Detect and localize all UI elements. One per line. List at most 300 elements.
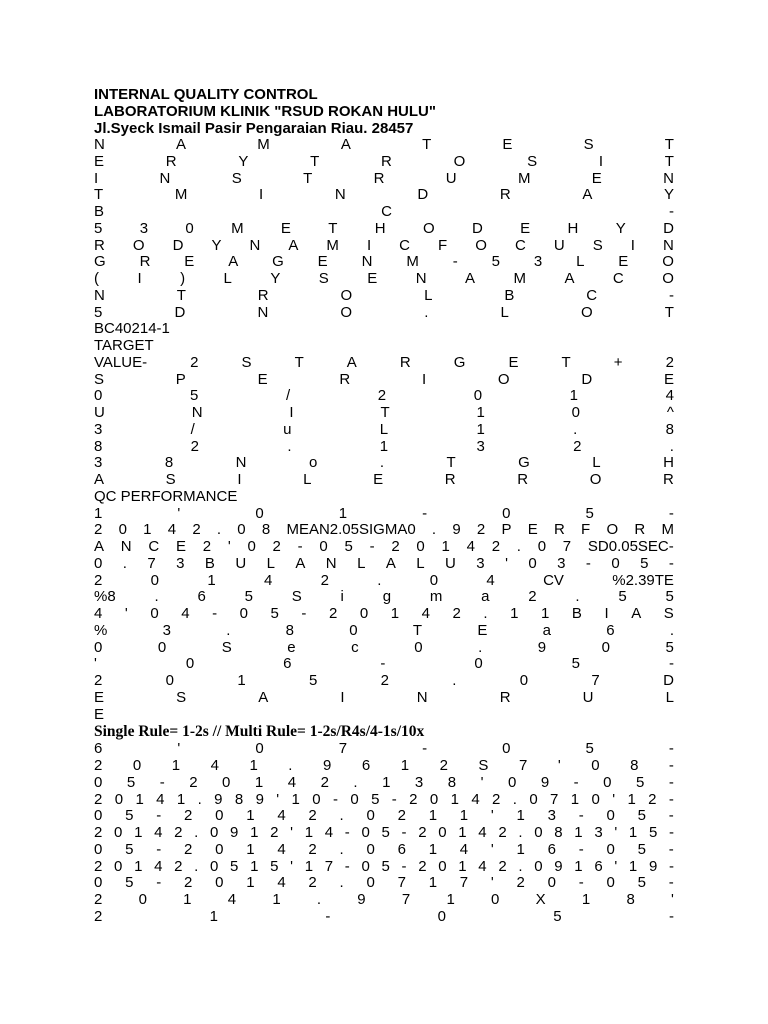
line-token: E [367,270,378,287]
line-token: S [176,688,187,706]
line-token: 0 [239,605,248,622]
line-token: - [573,773,579,791]
line-token: E [317,253,328,271]
line-token: 6 [594,857,603,875]
line-token: 1 [574,824,583,841]
line-token: . [518,857,523,875]
line-token: 2 [189,773,198,791]
line-token: E [527,521,538,539]
line-token: m [429,588,443,606]
line-token: S [291,588,302,606]
line-token: 2 [418,857,427,875]
line-token: ' [671,891,674,908]
document-title: INTERNAL QUALITY CONTROL [94,86,318,103]
line-token: 1 [272,891,281,908]
line-token: u [283,420,292,438]
line-token: - [668,757,674,774]
line-token: O [662,270,674,287]
line-token: 2 [492,790,501,808]
line-token: . [512,790,517,808]
line-token: 0 [165,672,174,689]
line-token: 1 [458,857,467,875]
line-token: L [665,688,674,706]
line-token: - [668,773,674,791]
line-token: R [499,688,511,706]
line-token: L [303,471,312,488]
block-b-line [94,792,674,809]
line-token: 9 [452,521,461,539]
line-token: R [257,286,269,304]
line-token: A [564,270,575,287]
line-token: A [346,353,357,371]
line-token: X [535,891,546,908]
line-token: 5 [270,605,279,622]
line-token: 0 [132,757,142,774]
line-token: 1 [516,840,525,858]
line-token: - [585,554,591,572]
line-token: S [231,169,242,187]
line-token: a [542,621,551,639]
line-token: N [662,236,674,254]
line-token: 2 [308,840,317,858]
line-token: 1 [476,420,485,438]
line-token: ' [290,857,294,875]
line-token: U [445,169,457,187]
line-token: 0 [114,790,124,808]
line-token: - [422,504,428,522]
line-token: 0 [606,807,615,825]
line-token: - [668,740,674,758]
line-token: I [237,471,242,488]
line-token: 2 [498,824,507,841]
line-token: U [235,554,247,572]
line-token: L [416,554,425,572]
line-token: 1 [134,857,143,875]
line-token: 0 [437,907,446,925]
line-token: A [258,688,269,706]
line-token: T [412,621,423,639]
line-token: 4 [486,571,495,589]
line-token: VALUE- [94,353,148,371]
line-token: 5 [344,538,353,555]
line-token: F [581,521,591,539]
line-token: 4 [277,807,286,825]
line-token: N [159,169,171,187]
block-a-line [94,656,674,673]
line-text: TARGET [94,337,154,354]
line-token: D [174,303,186,321]
line-token: O [453,152,466,170]
line-token: 1 [476,404,485,421]
line-token: - [422,740,428,758]
line-token: 2 [380,672,389,689]
line-token: 6 [606,621,615,639]
line-token: 2 [202,538,212,555]
line-token: 1 [428,807,438,825]
line-token: 0 [94,773,103,791]
line-token: 2 [573,437,582,455]
line-token: S [221,638,232,656]
line-token: 4 [181,605,190,622]
line-token: . [226,621,231,639]
line-token: C [612,270,624,287]
line-token: N [416,688,428,706]
line-token: N [415,270,427,287]
line-token: L [500,303,509,321]
line-token: - [344,824,350,841]
line-token: - [668,907,674,925]
line-token: S [478,757,489,774]
line-token: A [176,136,187,153]
line-token: . [377,571,382,589]
line-token: D [471,219,483,237]
line-token: 0 [591,790,600,808]
line-token: I [421,370,427,388]
line-token: 0 [350,790,359,808]
line-token: T [664,152,674,170]
line-token: 5 [648,824,658,841]
line-token: 3 [594,824,603,841]
line-token: 0 [185,655,195,673]
line-token: 3 [476,437,485,455]
line-token: 9 [322,757,332,774]
line-token: - [668,504,674,522]
line-token: 1 [176,790,186,808]
line-token: 6 [361,757,371,774]
line-token: 2 [190,353,199,371]
line-token: 1 [628,857,638,875]
line-token: E [373,471,384,488]
line-token: - [668,203,674,220]
line-token: o [308,454,318,472]
line-token: g [382,588,392,606]
line-token: 1 [304,857,314,875]
block-a-line [94,606,674,623]
line-token: 2 [452,605,461,622]
line-token: 2 [272,538,281,555]
block-a-line [94,556,674,573]
line-token: - [159,773,165,791]
block-b-line [94,758,674,775]
line-token: 2 [409,790,418,808]
line-token: 9 [357,891,366,908]
line-token: 4 [466,538,475,555]
line-token: - [668,554,674,572]
block-b-line [94,892,674,909]
line-token: A [582,186,593,204]
line-token: 2 [94,824,103,841]
block-b-line [94,808,674,825]
line-token: 2 [183,807,193,825]
line-token: 0 [606,840,615,858]
line-token: 1 [390,605,400,622]
line-token: ^ [666,404,674,421]
line-token: 4 [154,824,163,841]
line-token: M [231,219,244,237]
line-token: 8 [554,824,563,841]
line-token: 1 [541,605,550,622]
line-token: 5 [491,253,500,271]
line-token: 5 [637,840,646,858]
line-token: 0 [537,538,547,555]
line-token: O [475,236,487,254]
line-token: 0 [502,740,511,758]
line-token: 1 [627,790,636,808]
line-token: S [94,370,105,388]
line-token: c [351,638,359,656]
block-a-line [94,455,674,472]
line-token: 1 [250,857,259,875]
line-token: N [94,136,105,153]
line-token: 0 [474,655,483,673]
line-token: . [573,420,578,438]
line-token: 2 [183,840,193,858]
line-token: . [478,638,483,656]
line-token: 4 [478,857,487,875]
line-token: 1 [569,387,579,405]
line-token: - [301,605,307,622]
line-token: . [575,588,580,606]
line-token: 4 [665,387,674,405]
line-token: H [567,219,579,237]
line-token: O [662,253,674,271]
line-token: 1 [250,824,259,841]
line-token: A [94,538,105,555]
line-token: . [431,521,437,539]
line-token: 0 [606,874,615,892]
line-token: N [325,554,337,572]
line-token: 0 [138,891,147,908]
line-token: 1 [183,891,192,908]
line-token: - [325,907,331,925]
line-token: E [502,136,513,153]
line-token: N [334,186,346,204]
line-token: 0 [215,807,224,825]
line-token: e [287,638,296,656]
line-token: N [361,253,373,271]
line-token: H [663,454,674,472]
line-token: 4 [156,790,165,808]
line-token: 2 [377,387,387,405]
line-token: A [288,236,299,254]
line-token: O [132,236,145,254]
line-token: 5 [189,387,199,405]
line-token: 6 [197,588,206,606]
line-token: 8 [626,891,635,908]
line-token: 1 [458,824,467,841]
line-token: C [148,538,160,555]
line-token: 2 [665,353,674,371]
line-token: U [553,236,565,254]
line-token: 1 [249,757,258,774]
line-token: S [527,152,538,170]
line-token: 8 [665,420,674,438]
line-token: 4 [471,790,480,808]
line-token: 8 [285,621,294,639]
line-token: 2 [308,874,317,892]
line-token: T [294,353,304,371]
line-token: i [340,588,344,606]
line-token: 4 [167,521,177,539]
line-token: ( [94,270,99,287]
line-token: 0 [215,840,224,858]
line-token: R [634,521,646,539]
line-token: Y [615,219,626,237]
line-token: 2 [528,588,537,606]
line-token: N [257,303,269,321]
line-token: 1 [428,874,438,892]
line-token: I [604,605,609,622]
line-token: R [399,353,411,371]
line-token: - [668,874,674,892]
line-token: - [668,840,674,858]
line-token: 5 [381,857,390,875]
line-text: QC PERFORMANCE [94,487,238,505]
line-token: 3 [557,554,566,572]
line-token: 0 [150,571,159,589]
line-token: 4 [324,824,334,841]
line-text: E [94,705,105,723]
line-token: 0 [94,840,103,858]
line-token: 0 [359,605,369,622]
line-token: 2 [192,521,201,539]
line-token: MEAN2.05SIGMA0 [286,521,416,539]
line-token: P [175,370,186,388]
line-token: E [280,219,291,237]
line-token: 7 [518,757,528,774]
line-token: 1 [254,773,264,791]
line-token: 0 [591,757,600,774]
line-token: E [663,370,674,388]
line-token: A [465,270,476,287]
line-token: E [591,169,602,187]
line-token: Y [663,186,674,204]
line-token: 0 [547,874,556,892]
line-token: 0 [150,605,159,622]
line-token: 2 [498,857,507,875]
line-token: 0 [429,790,439,808]
line-token: T [561,353,571,371]
line-token: L [379,420,389,438]
block-a-line [94,288,674,305]
line-token: 6 [397,840,406,858]
line-token: 5 [571,655,581,673]
block-a-line [94,372,674,389]
block-a-line [94,154,674,171]
line-token: ' [490,807,494,825]
block-a-line [94,472,674,489]
line-token: 1 [446,891,455,908]
line-token: M [513,270,526,287]
line-token: 5 [125,807,134,825]
line-token: 9 [540,773,550,791]
line-token: 9 [537,638,547,656]
block-a-line [94,589,674,606]
line-token: C [586,286,598,304]
line-token: 2 [94,907,103,925]
line-token: 5 [125,840,134,858]
line-token: ) [180,270,186,287]
block-b-line [94,875,674,892]
line-token: 5 [637,874,646,892]
line-token: . [122,554,127,572]
block-b-line [94,842,674,859]
line-token: 0 [210,824,219,841]
line-token: 0 [366,840,375,858]
line-token: ' [614,824,618,841]
line-token: . [516,538,521,555]
line-token: S [241,353,252,371]
line-token: L [592,454,601,472]
line-token: T [176,286,186,304]
line-token: R [517,471,529,488]
line-token: L [576,253,585,271]
line-token: G [518,454,530,472]
line-token: 0 [438,857,447,875]
line-token: I [137,270,142,287]
line-token: 2 [183,874,193,892]
line-token: . [216,521,222,539]
line-token: D [172,236,184,254]
line-token: 0 [366,874,375,892]
line-token: R [499,186,511,204]
document-page [94,86,674,926]
line-token: U [94,404,105,421]
line-token: 9 [255,790,264,808]
line-token: . [339,874,344,892]
line-token: 0 [247,538,256,555]
line-token: 1 [246,874,255,892]
line-token: - [578,807,584,825]
line-token: 5 [637,807,646,825]
line-token: . [316,891,322,908]
line-token: - [344,857,350,875]
line-token: ' [177,504,181,522]
line-token: 0 [94,554,103,572]
line-token: O [589,471,602,488]
block-a-line [94,506,674,523]
line-token: 0 [507,773,517,791]
line-token: S [318,270,329,287]
lab-name: LABORATORIUM KLINIK "RSUD ROKAN HULU" [94,103,436,120]
line-token: 0 [601,638,610,656]
line-token: ' [177,740,181,758]
line-token: - [668,807,674,825]
line-token: . [154,588,159,606]
line-token: 6 [94,740,103,758]
line-token: 0 [611,554,620,572]
line-token: 5 [244,588,253,606]
line-token: 2 [94,891,103,908]
line-token: 0 [185,219,194,237]
block-a-line [94,422,674,439]
line-token: E [477,621,488,639]
line-token: 0 [94,638,103,656]
block-a-line [94,707,674,724]
line-token: I [258,186,264,204]
line-token: 7 [550,790,559,808]
line-token: R [444,471,456,488]
line-token: 4 [94,605,103,622]
line-token: % [94,621,108,639]
line-token: 0 [114,824,123,841]
line-token: . [669,437,674,455]
block-a-line [94,254,674,271]
line-token: 1 [291,790,300,808]
line-token: 0 [312,790,321,808]
spaced-text-block-b [94,741,674,925]
block-a-line [94,321,674,338]
